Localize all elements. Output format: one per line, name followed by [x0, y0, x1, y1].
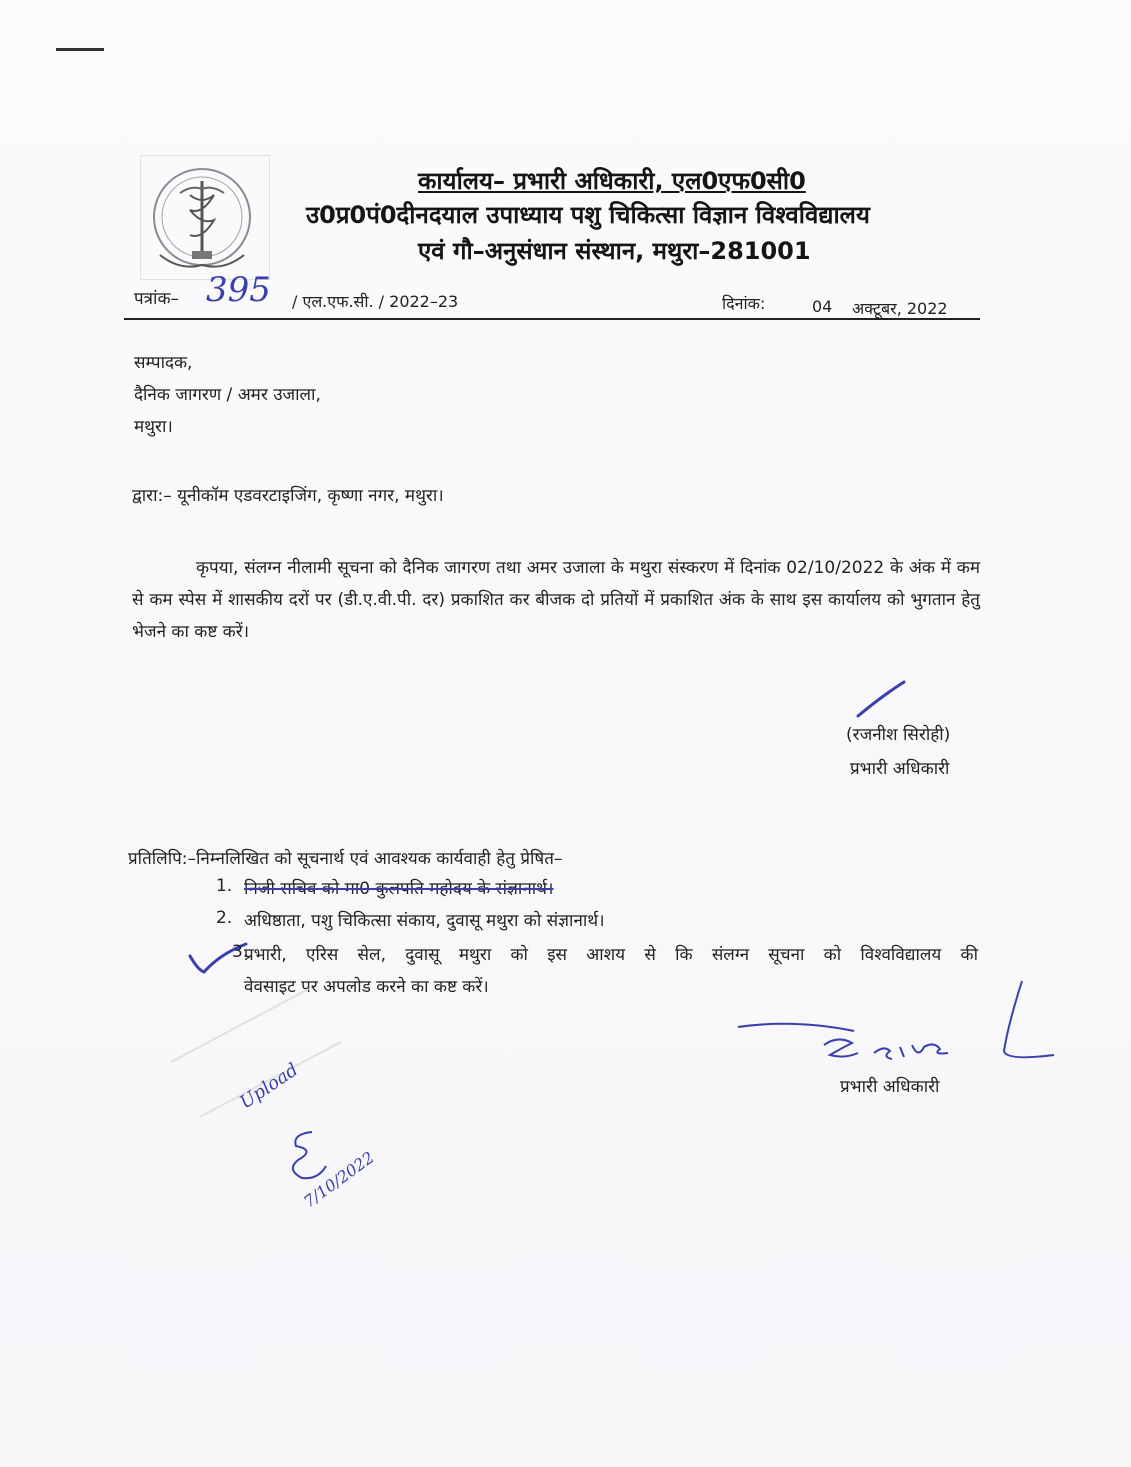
reference-divider [124, 318, 980, 320]
copy-item-3-num: 3. [232, 942, 249, 962]
signatory-designation: प्रभारी अधिकारी [850, 759, 950, 779]
copy-item-1-num: 1. [216, 876, 233, 896]
handwritten-date: 7/10/2022 [300, 1147, 378, 1212]
copy-to-heading: प्रतिलिपि:–निम्नलिखित को सूचनार्थ एवं आवश्यक कार्यवाही हेतु प्रेषित– [128, 849, 563, 869]
through-line: द्वारा:– यूनीकॉम एडवरटाइजिंग, कृष्णा नगर, मथुरा। [132, 486, 444, 506]
scan-mark [56, 48, 104, 51]
date-label: दिनांक: [722, 294, 766, 313]
copy-item-2-num: 2. [216, 908, 233, 928]
addressee-line-2: दैनिक जागरण / अमर उजाला, [134, 385, 321, 405]
copy-item-3-text: प्रभारी, एरिस सेल, दुवासू मथुरा को इस आशय से कि संलग्न सूचना को विश्वविद्यालय की [244, 945, 978, 965]
date-day: 04 [812, 297, 833, 316]
signatory-2-designation: प्रभारी अधिकारी [840, 1077, 940, 1097]
university-emblem-icon [140, 155, 270, 280]
copy-item-2-text: अधिष्ठाता, पशु चिकित्सा संकाय, दुवासू मथुरा को संज्ञानार्थ। [244, 911, 605, 931]
date-rest: अक्टूबर, 2022 [852, 299, 948, 318]
initial-signature-icon [852, 676, 912, 722]
addressee-line-1: सम्पादक, [134, 353, 193, 373]
ref-suffix: / एल.एफ.सी. / 2022–23 [292, 292, 459, 311]
handwritten-upload-note: Upload [236, 1059, 303, 1114]
signatory-name: (रजनीश सिरोही) [846, 725, 951, 745]
addressee-line-3: मथुरा। [134, 417, 173, 437]
copy-item-1-text: निजी सचिव को मा0 कुलपति महोदय के संज्ञानार्थ। [244, 879, 554, 899]
institute-address: एवं गौ–अनुसंधान संस्थान, मथुरा–281001 [418, 237, 811, 265]
ref-number: 395 [206, 270, 271, 310]
copy-item-3-text-continued: वेवसाइट पर अपलोड करने का कष्ट करें। [244, 977, 489, 997]
body-paragraph: कृपया, संलग्न नीलामी सूचना को दैनिक जागरण तथा अमर उजाला के मथुरा संस्करण में दिनांक 02/10/2022 के अंक में कम से कम स्पेस में शासकीय दरों पर (डी.ए.वी.पी. दर) प्रकाशित कर बीजक दो प्रतियों में प्रकाशित अंक के साथ इस कार्यालय को भुगतान हेतु भेजने का कष्ट करें। [132, 558, 980, 642]
handwritten-signature-icon [734, 975, 1064, 1065]
university-name: उ0प्र0पं0दीनदयाल उपाध्याय पशु चिकित्सा विज्ञान विश्वविद्यालय [306, 201, 870, 229]
ref-prefix: पत्रांक– [134, 289, 179, 309]
office-title: कार्यालय– प्रभारी अधिकारी, एल0एफ0सी0 [418, 167, 806, 195]
